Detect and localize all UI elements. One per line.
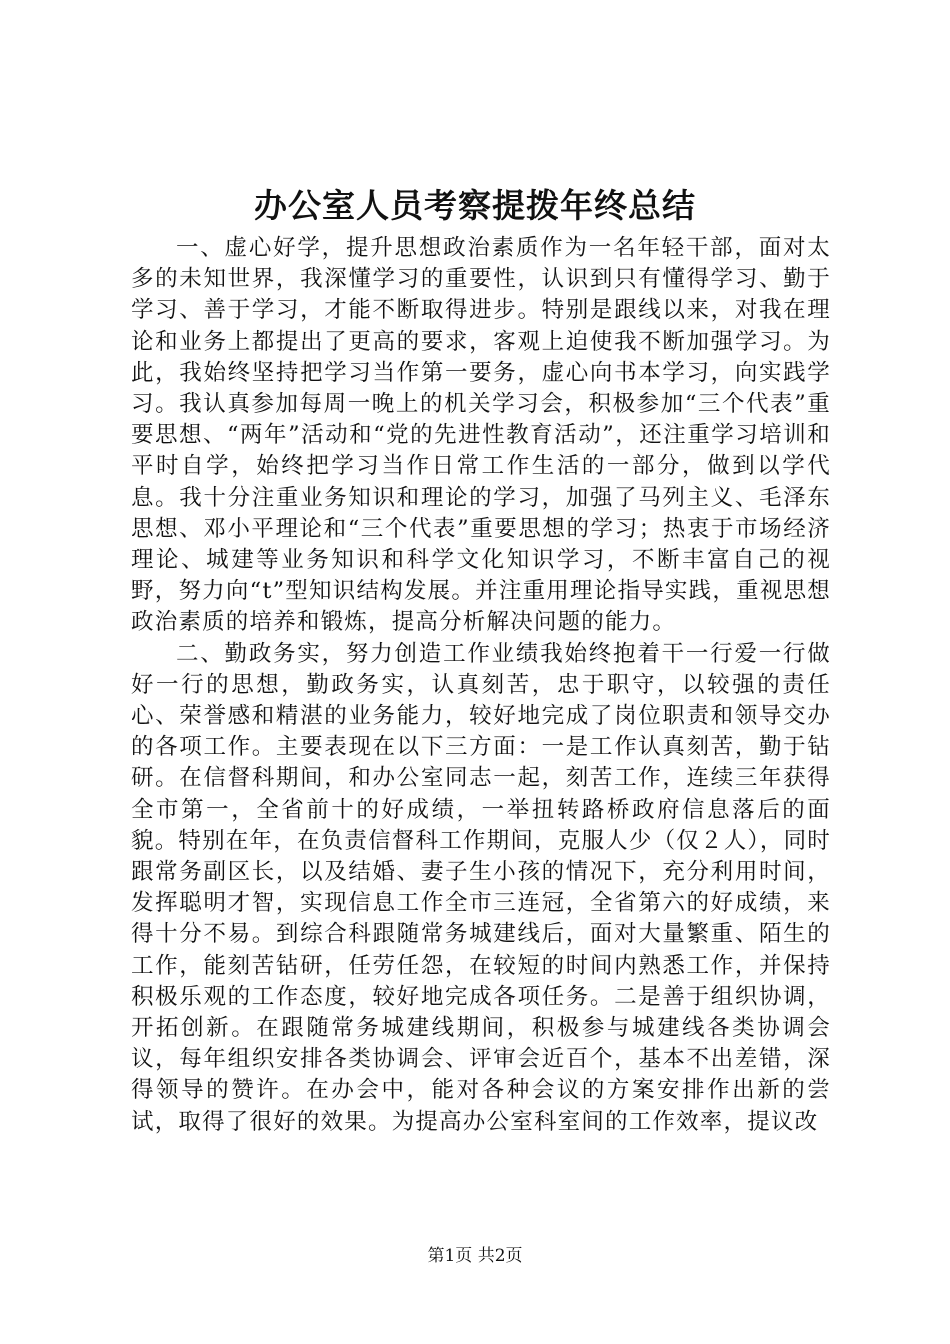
paragraph-1: 一、虚心好学，提升思想政治素质作为一名年轻干部，面对太多的未知世界，我深懂学习的重要性，认识到只有懂得学习、勤于学习、善于学习，才能不断取得进步。特别是跟线以来，对我在理论和业务上都提出了更高的要求，客观上迫使我不断加强学习。为此，我始终坚持把学习当作第一要务，虚心向书本学习，向实践学习。我认真参加每周一晚上的机关学习会，积极参加“三个代表”重要思想、“两年”活动和“党的先进性教育活动”，还注重学习培训和平时自学，始终把学习当作日常工作生活的一部分，做到以学代息。我十分注重业务知识和理论的学习，加强了马列主义、毛泽东思想、邓小平理论和“三个代表”重要思想的学习；热衷于市场经济理论、城建等业务知识和科学文化知识学习，不断丰富自己的视野，努力向“t”型知识结构发展。并注重用理论指导实践，重视思想政治素质的培养和锻炼，提高分析解决问题的能力。: [131, 235, 831, 636]
paragraph-2: 二、勤政务实，努力创造工作业绩我始终抱着干一行爱一行做好一行的思想，勤政务实，认真刻苦，忠于职守，以较强的责任心、荣誉感和精湛的业务能力，较好地完成了岗位职责和领导交办的各项工作。主要表现在以下三方面：一是工作认真刻苦，勤于钻研。在信督科期间，和办公室同志一起，刻苦工作，连续三年获得全市第一，全省前十的好成绩，一举扭转路桥政府信息落后的面貌。特别在年，在负责信督科工作期间，克服人少（仅２人），同时跟常务副区长，以及结婚、妻子生小孩的情况下，充分利用时间，发挥聪明才智，实现信息工作全市三连冠，全省第六的好成绩，来得十分不易。到综合科跟随常务城建线后，面对大量繁重、陌生的工作，能刻苦钻研，任劳任怨，在较短的时间内熟悉工作，并保持积极乐观的工作态度，较好地完成各项任务。二是善于组织协调，开拓创新。在跟随常务城建线期间，积极参与城建线各类协调会议，每年组织安排各类协调会、评审会近百个，基本不出差错，深得领导的赞许。在办会中，能对各种会议的方案安排作出新的尝试，取得了很好的效果。为提高办公室科室间的工作效率，提议改: [131, 640, 831, 1135]
document-body: [131, 233, 831, 1138]
document-title: 办公室人员考察提拨年终总结: [254, 186, 696, 225]
page-number-footer: 第1页 共2页: [427, 1246, 523, 1266]
